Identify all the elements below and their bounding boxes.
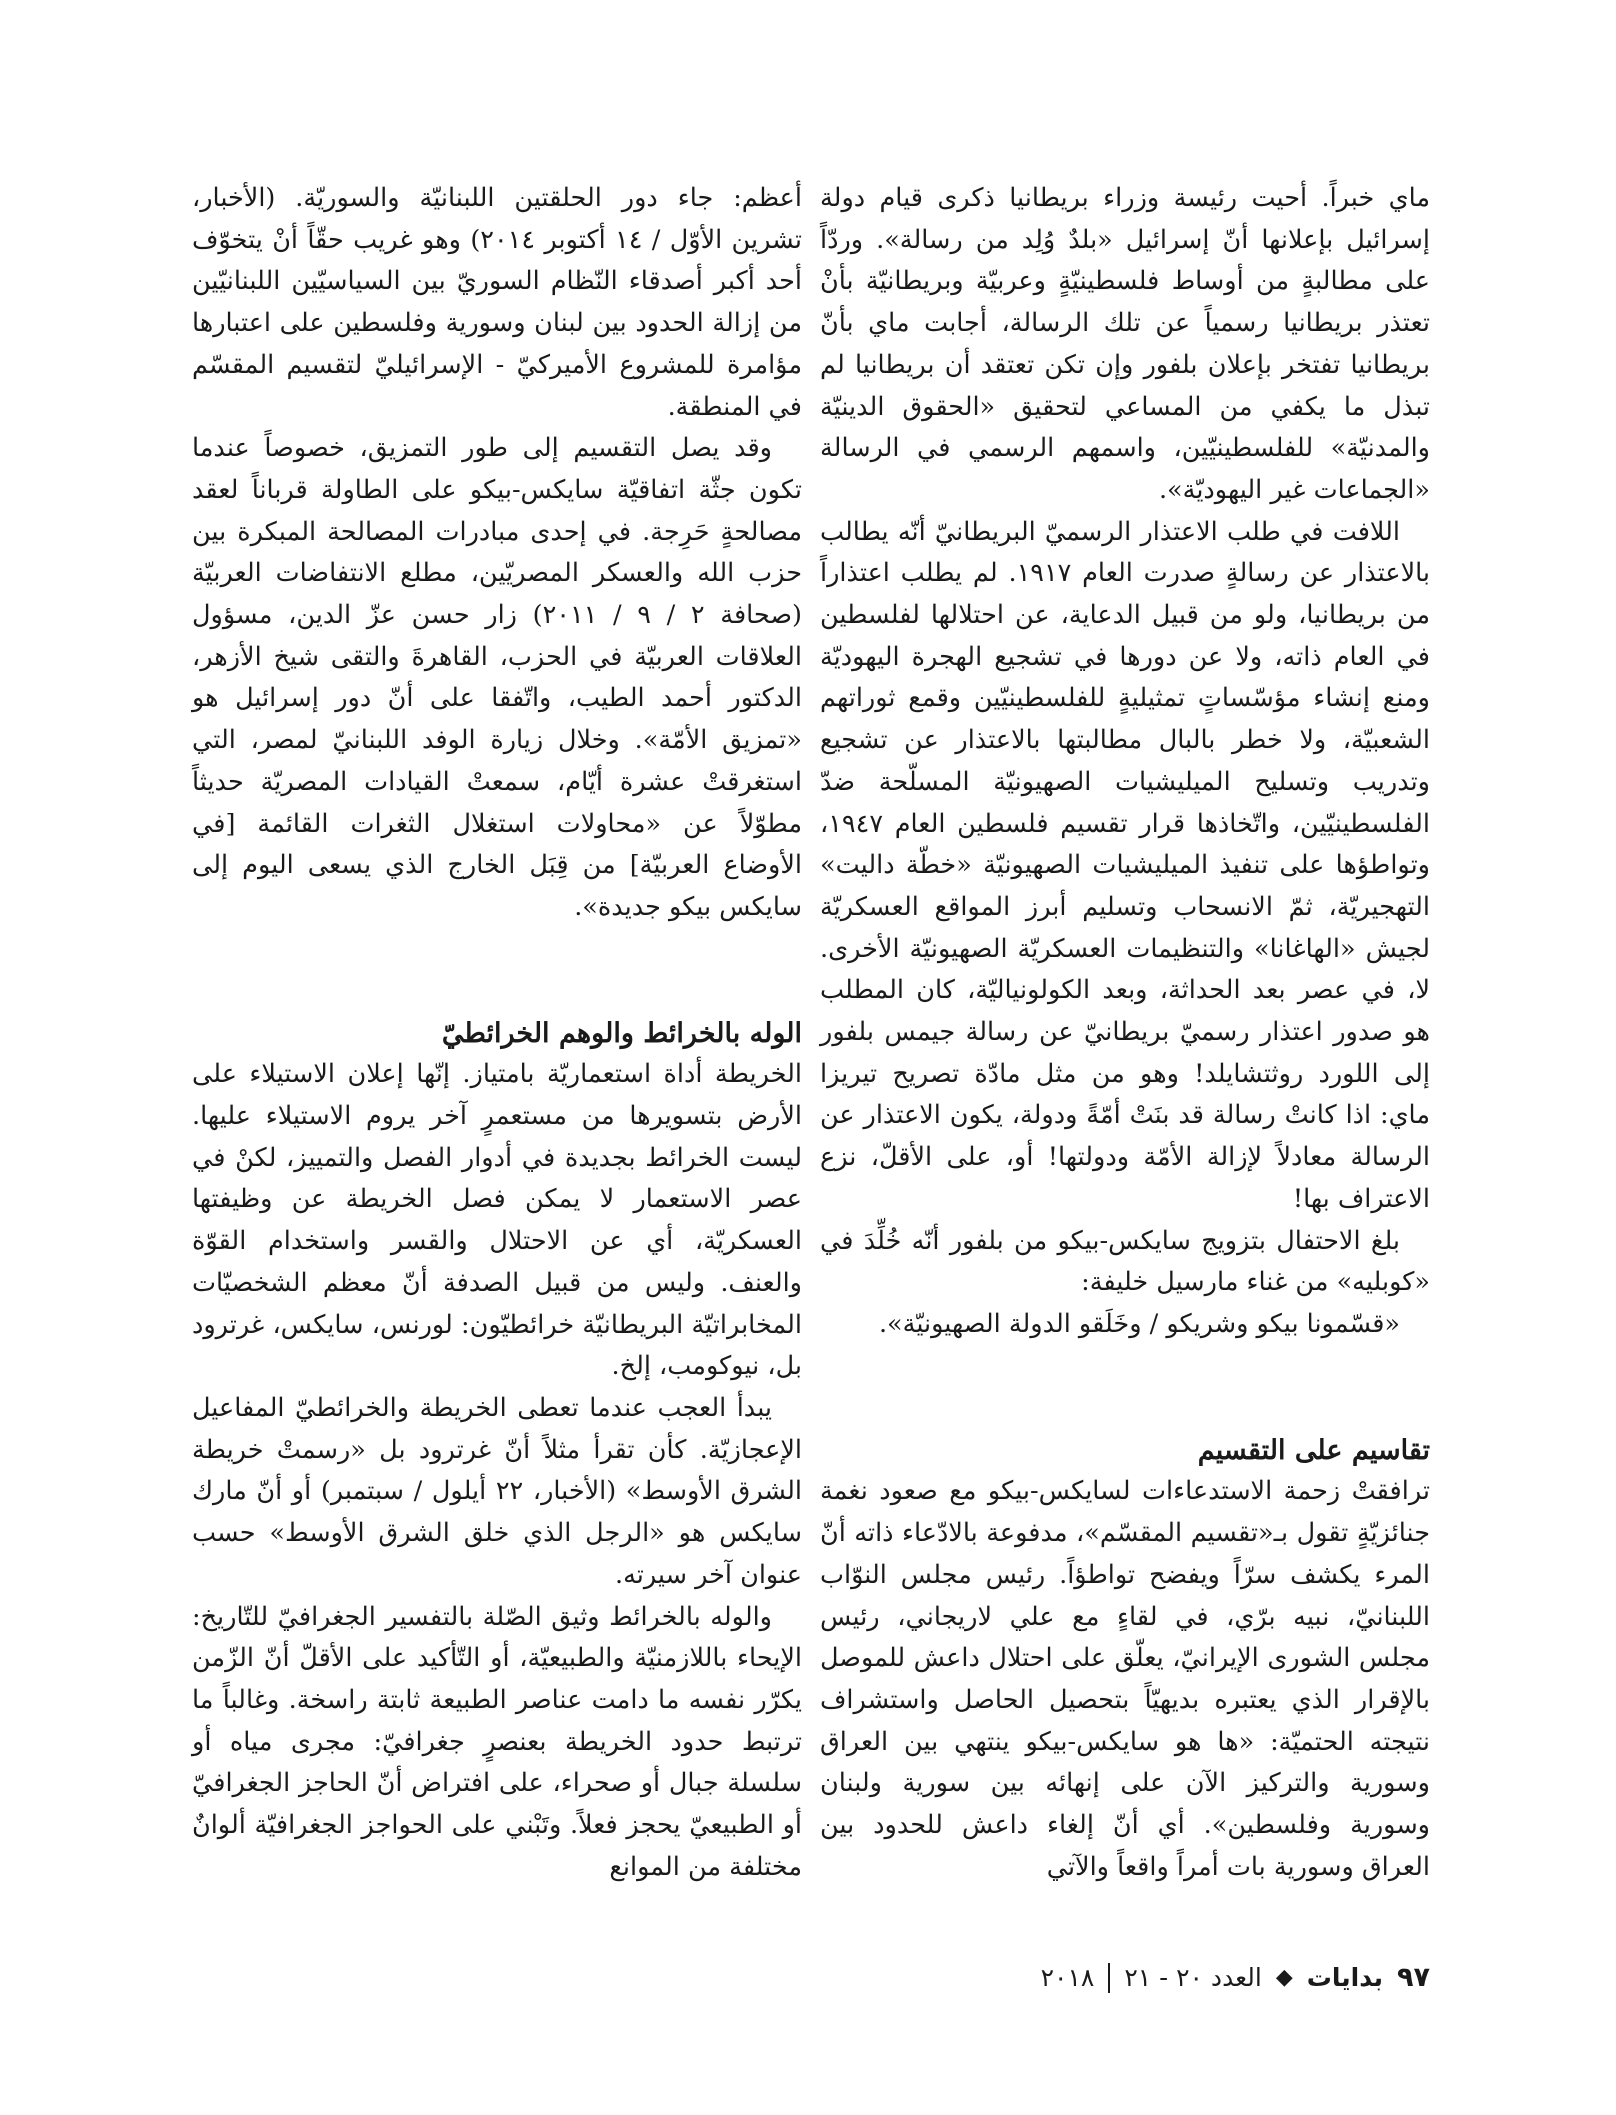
right-paragraph-1: ماي خبراً. أحيت رئيسة وزراء بريطانيا ذكرى قيام دولة إسرائيل بإعلانها أنّ إسرائيل «بلدٌ وُلِد من رسالة». وردّاً على مطالبةٍ من أوساط فلسطينيّةٍ وعربيّة وبريطانيّة بأنْ تعتذر بريطانيا رسمياً عن تلك الرسالة، أجابت ماي بأنّ بريطانيا تفتخر بإعلان بلفور وإن تكن تعتقد أن بريطانيا لم تبذل ما يكفي من المساعي لتحقيق «الحقوق الدينيّة والمدنيّة» للفلسطينيّين، واسمهم الرسمي في الرسالة «الجماعات غير اليهوديّة». [820,183,1430,505]
right-paragraph-2: اللافت في طلب الاعتذار الرسميّ البريطانيّ أنّه يطالب بالاعتذار عن رسالةٍ صدرت العام ١٩١٧. لم يطلب اعتذاراً من بريطانيا، ولو من قبيل الدعاية، عن احتلالها لفلسطين في العام ذاته، ولا عن دورها في تشجيع الهجرة اليهوديّة ومنع إنشاء مؤسّساتٍ تمثيليةٍ للفلسطينيّين وقمع ثوراتهم الشعبيّة، ولا خطر بالبال مطالبتها بالاعتذار عن تشجيع وتدريب وتسليح الميليشيات الصهيونيّة المسلّحة ضدّ الفلسطينيّين، واتّخاذها قرار تقسيم فلسطين العام ١٩٤٧، وتواطؤها على تنفيذ الميليشيات الصهيونيّة «خطّة داليت» التهجيريّة، ثمّ الانسحاب وتسليم أبرز المواقع العسكريّة لجيش «الهاغانا» والتنظيمات العسكريّة الصهيونيّة الأخرى. لا، في عصر بعد الحداثة، وبعد الكولونياليّة، كان المطلب هو صدور اعتذار رسميّ بريطانيّ عن رسالة جيمس بلفور إلى اللورد روثتشايلد! وهو من مثل مادّة تصريح تيريزا ماي: اذا كانتْ رسالة قد بنَتْ أمّةً ودولة، يكون الاعتذار عن الرسالة معادلاً لإزالة الأمّة ودولتها! أو، على الأقلّ، نزع الاعتراف بها! [820,516,1430,1214]
poem-verse: «قسّمونا بيكو وشريكو / وخَلَقو الدولة الصهيونيّة». [878,1308,1400,1339]
issue-number: العدد ٢٠ - ٢١ [1124,1963,1262,1992]
left-paragraph-2: وقد يصل التقسيم إلى طور التمزيق، خصوصاً عندما تكون جثّة اتفاقيّة سايكس-بيكو على الطاولة قرباناً لعقد مصالحةٍ حَرِجة. في إحدى مبادرات المصالحة المبكرة بين حزب الله والعسكر المصريّين، مطلع الانتفاضات العربيّة (صحافة ٢ / ٩ / ٢٠١١) زار حسن عزّ الدين، مسؤول العلاقات العربيّة في الحزب، القاهرةَ والتقى شيخ الأزهر، الدكتور أحمد الطيب، واتّفقا على أنّ دور إسرائيل هو «تمزيق الأمّة». وخلال زيارة الوفد اللبنانيّ لمصر، التي استغرقتْ عشرة أيّام، سمعتْ القيادات المصريّة حديثاً مطوّلاً عن «محاولات استغلال الثغرات القائمة [في الأوضاع العربيّة] من قِبَل الخارج الذي يسعى اليوم إلى سايكس بيكو جديدة». [192,433,802,922]
left-paragraph-1: أعظم: جاء دور الحلقتين اللبنانيّة والسوريّة. (الأخبار، تشرين الأوّل / ١٤ أكتوبر ٢٠١٤) وهو غريب حقّاً أنْ يتخوّف أحد أكبر أصدقاء النّظام السوريّ بين السياسيّين اللبنانيّين من إزالة الحدود بين لبنان وسورية وفلسطين على اعتبارها مؤامرة للمشروع الأميركيّ - الإسرائيليّ لتقسيم المقسّم في المنطقة. [192,183,802,422]
right-column [820,178,1430,1888]
page-number: ٩٧ [1397,1962,1430,1993]
left-paragraph-5: والوله بالخرائط وثيق الصّلة بالتفسير الجغرافيّ للتّاريخ: الإيحاء باللازمنيّة والطبيعيّة، أو التّأكيد على الأقلّ أنّ الزّمن يكرّر نفسه ما دامت عناصر الطبيعة ثابتة راسخة. وغالباً ما ترتبط حدود الخريطة بعنصرٍ جغرافيّ: مجرى مياه أو سلسلة جبال أو صحراء، على افتراض أنّ الحاجز الجغرافيّ أو الطبيعيّ يحجز فعلاً. وتَبْني على الحواجز الجغرافيّة ألوانٌ مختلفة من الموانع [192,1601,802,1882]
spacer [192,929,802,1013]
page-footer [1041,1960,1430,1996]
left-paragraph-4: يبدأ العجب عندما تعطى الخريطة والخرائطيّ المفاعيل الإعجازيّة. كأن تقرأ مثلاً أنّ غرترود بل «رسمتْ خريطة الشرق الأوسط» (الأخبار، ٢٢ أيلول / سبتمبر) أو أنّ مارك سايكس هو «الرجل الذي خلق الشرق الأوسط» حسب عنوان آخر سيرته. [192,1392,802,1590]
spacer [820,1346,1430,1430]
diamond-icon: ◆ [1275,1965,1293,1990]
right-paragraph-4: ترافقتْ زحمة الاستدعاءات لسايكس-بيكو مع صعود نغمة جنائزيّةٍ تقول بـ«تقسيم المقسّم»، مدفوعة بالادّعاء ذاته أنّ المرء يكشف سرّاً ويفضح تواطؤاً. رئيس مجلس النوّاب اللبنانيّ، نبيه برّي، في لقاءٍ مع علي لاريجاني، رئيس مجلس الشورى الإيرانيّ، يعلّق على احتلال داعش للموصل بالإقرار الذي يعتبره بديهيّاً بتحصيل الحاصل واستشراف نتيجته الحتميّة: «ها هو سايكس-بيكو ينتهي بين العراق وسورية والتركيز الآن على إنهائه بين سورية ولبنان وسورية وفلسطين». أي أنّ إلغاء داعش للحدود بين العراق وسورية بات أمراً واقعاً والآتي [820,1476,1430,1882]
left-column [192,178,802,1888]
section-heading-maps: الوله بالخرائط والوهم الخرائطيّ [441,1017,802,1049]
issue-year: ٢٠١٨ [1040,1963,1095,1992]
left-paragraph-3: الخريطة أداة استعماريّة بامتياز. إنّها إعلان الاستيلاء على الأرض بتسويرها من مستعمرٍ آخر يروم الاستيلاء عليها. ليست الخرائط بجديدة في أدوار الفصل والتمييز، لكنْ في عصر الاستعمار لا يمكن فصل الخريطة عن وظيفتها العسكريّة، أي عن الاحتلال والقسر واستخدام القوّة والعنف. وليس من قبيل الصدفة أنّ معظم الشخصيّات المخابراتيّة البريطانيّة خرائطيّون: لورنس، سايكس، غرترود بل، نيوكومب، إلخ. [192,1059,802,1382]
right-paragraph-3: بلغ الاحتفال بتزويج سايكس-بيكو من بلفور أنّه خُلِّدَ في «كوبليه» من غناء مارسيل خليفة: [820,1225,1430,1298]
section-heading-partitions: تقاسيم على التقسيم [1197,1434,1430,1466]
footer-divider [1108,1963,1110,1993]
magazine-name: بدايات [1306,1963,1384,1992]
